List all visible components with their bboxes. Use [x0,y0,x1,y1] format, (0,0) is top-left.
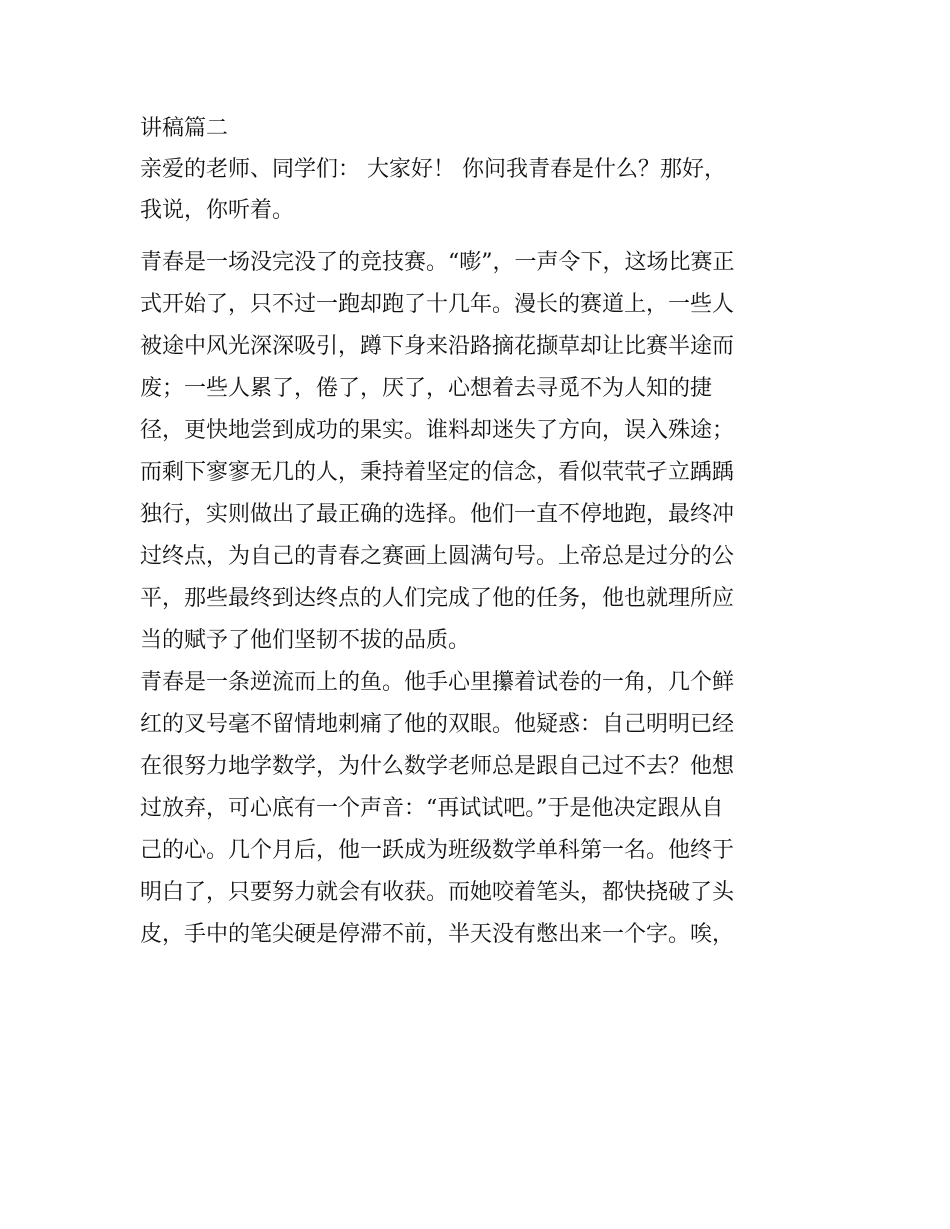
document-body [140,108,820,956]
text-line: 过放弃，可心底有一个声音：“再试试吧。”于是他决定跟从自 [140,796,724,821]
text-line: 青春是一场没完没了的竞技赛。“嘭”，一声令下，这场比赛正 [140,250,735,275]
text-line: 径，更快地尝到成功的果实。谁料却迷失了方向，误入殊途； [140,418,735,443]
text-line: 皮，手中的笔尖硬是停滞不前，半天没有憋出来一个字。唉， [140,922,735,947]
text-line: 过终点，为自己的青春之赛画上圆满句号。上帝总是过分的公 [140,544,735,569]
text-line: 平，那些最终到达终点的人们完成了他的任务，他也就理所应 [140,586,735,611]
text-line: 独行，实则做出了最正确的选择。他们一直不停地跑，最终冲 [140,502,735,527]
text-line: 我说，你听着。 [140,198,295,223]
text-line: 在很努力地学数学，为什么数学老师总是跟自己过不去？他想 [140,754,735,779]
text-line: 明白了，只要努力就会有收获。而她咬着笔头，都快挠破了头 [140,880,735,905]
text-line: 式开始了，只不过一跑却跑了十几年。漫长的赛道上，一些人 [140,292,735,317]
text-line: 己的心。几个月后，他一跃成为班级数学单科第一名。他终于 [140,838,735,863]
text-line: 而剩下寥寥无几的人，秉持着坚定的信念，看似茕茕孑立踽踽 [140,460,735,485]
text-line: 红的叉号毫不留情地刺痛了他的双眼。他疑惑：自己明明已经 [140,712,735,737]
text-line: 青春是一条逆流而上的鱼。他手心里攥着试卷的一角，几个鲜 [140,670,735,695]
paragraph-competition [140,242,820,662]
text-line: 当的赋予了他们坚韧不拔的品质。 [140,628,471,653]
paragraph-greeting [140,149,820,242]
paragraph-fish [140,662,820,956]
document-title: 讲稿篇二 [140,116,229,141]
text-line: 废；一些人累了，倦了，厌了，心想着去寻觅不为人知的捷 [140,376,713,401]
text-line: 被途中风光深深吸引，蹲下身来沿路摘花撷草却让比赛半途而 [140,334,735,359]
text-line: 亲爱的老师、同学们： 大家好！ 你问我青春是什么？那好， [140,157,726,182]
